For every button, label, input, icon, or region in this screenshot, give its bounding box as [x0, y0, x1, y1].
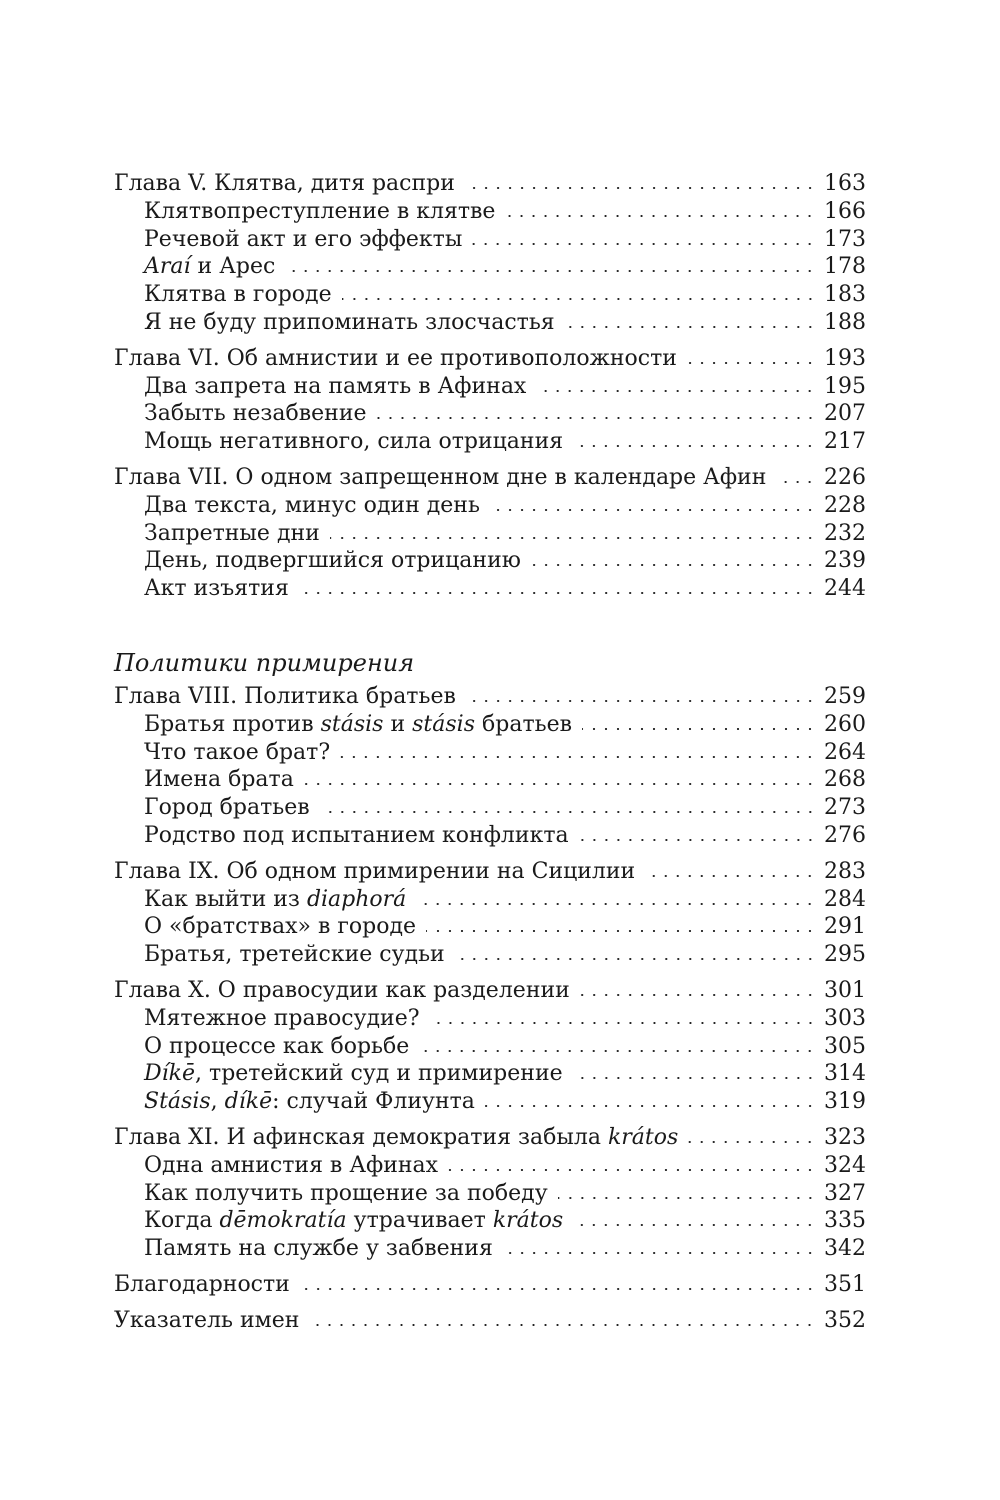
title-text: утрачивает: [346, 1208, 493, 1234]
title-text: Забыть незабвение: [144, 401, 367, 427]
toc-subsection-entry: [114, 575, 866, 603]
title-text: Благодарности: [114, 1271, 290, 1297]
dot-leader: [485, 1105, 816, 1107]
toc-entry-title: [114, 1307, 299, 1335]
page-number: 327: [824, 1180, 866, 1206]
toc-subsection-entry: [114, 309, 866, 337]
title-text: Когда: [144, 1208, 220, 1234]
page-number: 264: [824, 739, 866, 765]
toc-chapter-entry: [114, 683, 866, 711]
toc-entry-title: [114, 858, 635, 886]
toc-subsection-entry: [114, 226, 866, 254]
dot-leader: [330, 537, 816, 539]
toc-entry-title: [114, 464, 766, 492]
page-number: 188: [824, 309, 866, 335]
toc-entry-title: [144, 309, 555, 337]
toc-entry-title: [144, 1088, 475, 1116]
dot-leader: [340, 756, 816, 758]
toc-entry-title: [114, 977, 570, 1005]
toc-entry-title: [144, 822, 569, 850]
toc-entry-title: [144, 886, 406, 914]
page-number: 324: [824, 1152, 866, 1178]
page-number: 166: [824, 198, 866, 224]
toc-subsection-entry: [114, 253, 866, 281]
title-text: ,: [210, 1089, 225, 1115]
toc-subsection-entry: [114, 1088, 866, 1116]
dot-leader: [430, 1022, 816, 1024]
toc-entry-title: [144, 373, 526, 401]
dot-leader: [688, 1141, 816, 1143]
toc-entry-title: [144, 1033, 409, 1061]
title-text: Как выйти из: [144, 886, 307, 912]
page-number: 193: [824, 345, 866, 371]
dot-leader: [531, 564, 816, 566]
title-text: Клятва в городе: [144, 282, 332, 308]
toc-chapter-entry: [114, 1124, 866, 1152]
page-number: 226: [824, 464, 866, 490]
title-text: Два текста, минус один день: [144, 492, 480, 518]
toc-subsection-entry: [114, 428, 866, 456]
toc-subsection-entry: [114, 711, 866, 739]
title-text: и: [383, 711, 413, 737]
title-text: Как получить прощение за победу: [144, 1180, 548, 1206]
title-text: Я не буду припоминать злосчастья: [144, 309, 555, 335]
dot-leader: [320, 811, 816, 813]
title-text: О процессе как борьбе: [144, 1033, 410, 1059]
toc-entry-title: [144, 1207, 563, 1235]
toc-part-1: [114, 170, 866, 603]
dot-leader: [466, 700, 816, 702]
title-text: Город братьев: [144, 795, 310, 821]
title-text: Акт изъятия: [144, 576, 289, 602]
table-of-contents: [114, 170, 866, 1334]
toc-entry-title: [144, 226, 462, 254]
toc-entry-title: [144, 1235, 493, 1263]
dot-leader: [579, 839, 816, 841]
title-text: Запретные дни: [144, 520, 320, 546]
title-text: Братья против: [144, 711, 321, 737]
dot-leader: [490, 509, 816, 511]
page-number: 295: [824, 942, 866, 968]
toc-subsection-entry: [114, 1060, 866, 1088]
toc-subsection-entry: [114, 1005, 866, 1033]
page-number: 244: [824, 576, 866, 602]
dot-leader: [580, 994, 816, 996]
dot-leader: [573, 445, 816, 447]
dot-leader: [309, 1324, 816, 1326]
section-heading: Политики примирения: [114, 648, 415, 677]
title-text: Речевой акт и его эффекты: [144, 226, 463, 252]
dot-leader: [300, 1288, 816, 1290]
toc-entry-title: [144, 428, 563, 456]
dot-leader: [426, 930, 816, 932]
title-text: Глава VIII. Политика братьев: [114, 683, 456, 709]
page-number: 284: [824, 886, 866, 912]
page-number: 342: [824, 1236, 866, 1262]
toc-subsection-entry: [114, 822, 866, 850]
toc-subsection-entry: [114, 739, 866, 767]
dot-leader: [472, 243, 816, 245]
dot-leader: [448, 1169, 816, 1171]
toc-subsection-entry: [114, 281, 866, 309]
toc-entry-title: [144, 913, 416, 941]
page-number: 207: [824, 401, 866, 427]
toc-entry-title: [144, 1005, 420, 1033]
dot-leader: [416, 903, 816, 905]
title-text: : случай Флиунта: [272, 1089, 475, 1115]
title-text: Память на службе у забвения: [144, 1236, 493, 1262]
toc-entry-title: [144, 520, 320, 548]
toc-entry-title: [144, 1060, 563, 1088]
dot-leader: [342, 298, 816, 300]
dot-leader: [505, 215, 816, 217]
italic-term: krátos: [492, 1208, 564, 1234]
title-text: Мощь негативного, сила отрицания: [144, 429, 564, 455]
toc-entry-title: [144, 198, 495, 226]
toc-chapter-entry: [114, 345, 866, 373]
toc-entry-title: [114, 170, 455, 198]
page-number: 239: [824, 548, 866, 574]
title-text: Глава XI. И афинская демократия забыла: [114, 1124, 608, 1150]
title-text: О «братствах» в городе: [144, 914, 417, 940]
dot-leader: [536, 390, 816, 392]
toc-entry-title: [144, 400, 367, 428]
italic-term: Díkē: [144, 1061, 196, 1087]
title-text: Глава V. Клятва, дитя распри: [114, 171, 455, 196]
page-number: 319: [824, 1089, 866, 1115]
page-number: 228: [824, 492, 866, 518]
toc-subsection-entry: [114, 198, 866, 226]
page-number: 259: [824, 683, 866, 709]
toc-subsection-entry: [114, 1033, 866, 1061]
toc-entry-title: [144, 739, 330, 767]
title-text: Мятежное правосудие?: [144, 1005, 420, 1031]
toc-subsection-entry: [114, 1235, 866, 1263]
dot-leader: [558, 1197, 816, 1199]
dot-leader: [465, 187, 816, 189]
title-text: Что такое брат?: [144, 739, 331, 765]
toc-subsection-entry: [114, 373, 866, 401]
toc-subsection-entry: [114, 913, 866, 941]
italic-term: diaphorá: [306, 886, 407, 912]
toc-entry-title: [144, 766, 294, 794]
toc-entry-title: [144, 941, 445, 969]
italic-term: stásis: [412, 711, 475, 737]
toc-chapter-entry: [114, 1271, 866, 1299]
dot-leader: [573, 1077, 816, 1079]
toc-entry-title: [114, 345, 677, 373]
toc-entry-title: [144, 492, 480, 520]
page-number: 276: [824, 822, 866, 848]
toc-subsection-entry: [114, 766, 866, 794]
page-number: 291: [824, 914, 866, 940]
page-number: 217: [824, 429, 866, 455]
toc-entry-title: [144, 575, 289, 603]
page-number: 178: [824, 254, 866, 280]
toc-subsection-entry: [114, 886, 866, 914]
toc-chapter-entry: [114, 1307, 866, 1335]
dot-leader: [645, 875, 816, 877]
italic-term: krátos: [607, 1124, 679, 1150]
dot-leader: [573, 1224, 816, 1226]
page-number: 301: [824, 977, 866, 1003]
dot-leader: [503, 1252, 816, 1254]
title-text: Два запрета на память в Афинах: [144, 373, 527, 399]
page-number: 283: [824, 858, 866, 884]
page-number: 173: [824, 226, 866, 252]
title-text: , третейский суд и примирение: [195, 1061, 563, 1087]
page-number: 352: [824, 1307, 866, 1333]
page-number: 195: [824, 373, 866, 399]
dot-leader: [299, 592, 816, 594]
page-number: 260: [824, 711, 866, 737]
toc-subsection-entry: [114, 520, 866, 548]
dot-leader: [687, 362, 816, 364]
page-number: 163: [824, 171, 866, 196]
page-number: 303: [824, 1005, 866, 1031]
title-text: Глава X. О правосудии как разделении: [114, 977, 570, 1003]
toc-entry-title: [144, 253, 275, 281]
toc-subsection-entry: [114, 547, 866, 575]
page-number: 183: [824, 282, 866, 308]
page-number: 232: [824, 520, 866, 546]
page-number: 335: [824, 1208, 866, 1234]
toc-entry-title: [144, 711, 572, 739]
toc-subsection-entry: [114, 1207, 866, 1235]
italic-term: díkē: [224, 1089, 273, 1115]
italic-term: dēmokratía: [219, 1208, 347, 1234]
title-text: День, подвергшийся отрицанию: [144, 548, 521, 574]
toc-subsection-entry: [114, 1180, 866, 1208]
dot-leader: [419, 1050, 816, 1052]
toc-subsection-entry: [114, 492, 866, 520]
page-number: 323: [824, 1124, 866, 1150]
title-text: Родство под испытанием конфликта: [144, 822, 569, 848]
toc-subsection-entry: [114, 400, 866, 428]
toc-entry-title: [144, 794, 310, 822]
page-number: 268: [824, 767, 866, 793]
italic-term: Araí: [144, 254, 191, 280]
title-text: братьев: [475, 711, 572, 737]
toc-entry-title: [114, 1124, 678, 1152]
title-text: Клятвопреступление в клятве: [144, 198, 496, 224]
toc-chapter-entry: [114, 170, 866, 198]
toc-subsection-entry: [114, 1152, 866, 1180]
dot-leader: [285, 270, 816, 272]
toc-entry-title: [144, 281, 332, 309]
toc-chapter-entry: [114, 858, 866, 886]
toc-chapter-entry: [114, 464, 866, 492]
title-text: Братья, третейские судьи: [144, 942, 445, 968]
toc-entry-title: [114, 1271, 290, 1299]
page-number: 351: [824, 1271, 866, 1297]
italic-term: Stásis: [144, 1089, 211, 1115]
toc-part-2: [114, 683, 866, 1335]
toc-subsection-entry: [114, 794, 866, 822]
dot-leader: [565, 326, 816, 328]
title-text: Глава VII. О одном запрещенном дне в календаре Афин: [114, 464, 767, 490]
dot-leader: [304, 783, 816, 785]
title-text: и Арес: [190, 254, 276, 280]
page-number: 273: [824, 795, 866, 821]
toc-subsection-entry: [114, 941, 866, 969]
dot-leader: [455, 958, 816, 960]
toc-entry-title: [114, 683, 456, 711]
dot-leader: [582, 728, 816, 730]
title-text: Одна амнистия в Афинах: [144, 1152, 439, 1178]
title-text: Глава IX. Об одном примирении на Сицилии: [114, 858, 636, 884]
title-text: Глава VI. Об амнистии и ее противоположности: [114, 345, 677, 371]
toc-entry-title: [144, 547, 521, 575]
toc-chapter-entry: [114, 977, 866, 1005]
title-text: Имена брата: [144, 767, 294, 793]
toc-entry-title: [144, 1152, 438, 1180]
italic-term: stásis: [320, 711, 384, 737]
dot-leader: [377, 417, 816, 419]
page-number: 305: [824, 1033, 866, 1059]
page-number: 314: [824, 1061, 866, 1087]
dot-leader: [776, 481, 816, 483]
title-text: Указатель имен: [114, 1307, 300, 1333]
toc-entry-title: [144, 1180, 548, 1208]
